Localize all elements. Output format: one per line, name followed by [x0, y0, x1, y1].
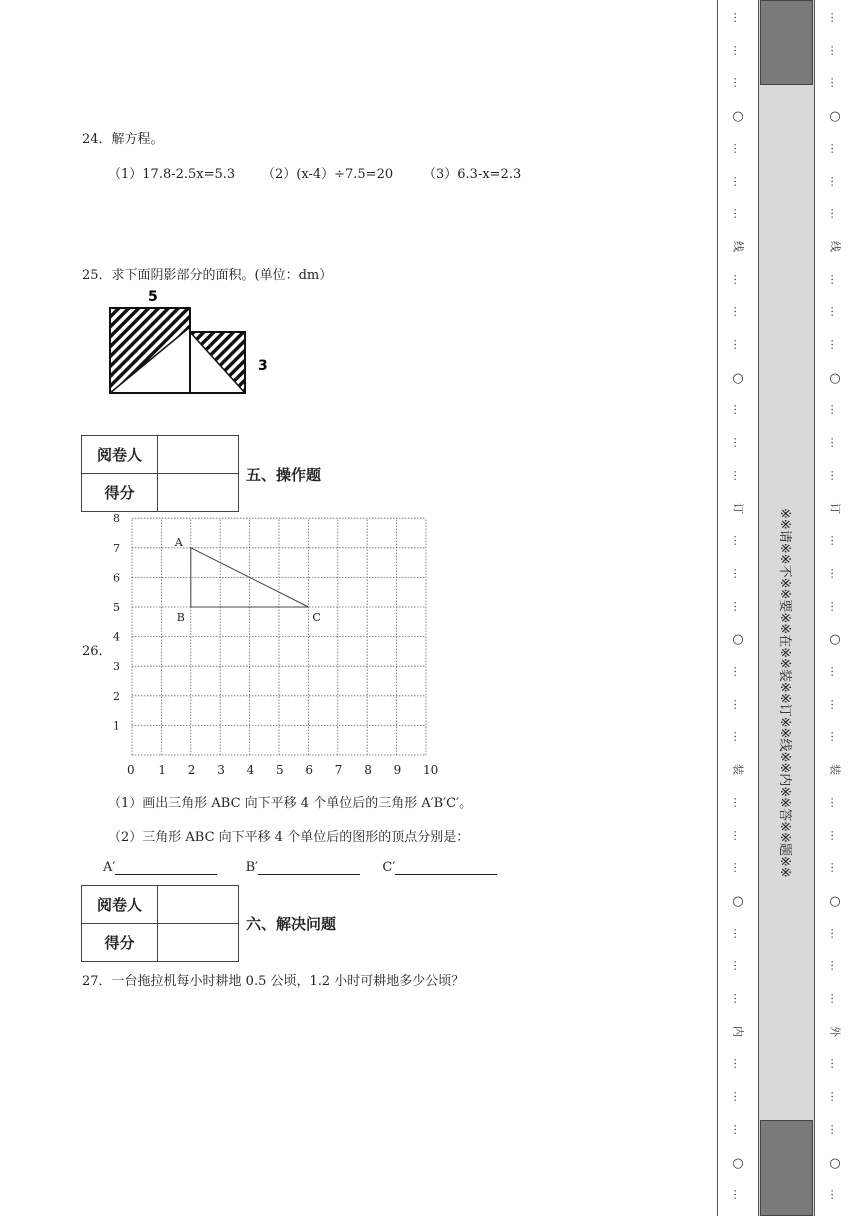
binding-hole-circle: ○ [829, 893, 841, 909]
binding-char: 订 [828, 502, 842, 514]
section-6-title: 六、解决问题 [246, 915, 337, 933]
dotted-cut-line: … [731, 1091, 745, 1103]
dotted-cut-line: … [828, 175, 842, 187]
dotted-cut-line: … [731, 306, 745, 318]
dotted-cut-line: … [731, 175, 745, 187]
dotted-cut-line: … [828, 796, 842, 808]
binding-char: 外 [828, 1025, 842, 1037]
x-tick-label: 2 [187, 763, 196, 777]
dotted-cut-line: … [731, 600, 745, 612]
vertex-answer-line [103, 860, 497, 875]
binding-hole-circle: ○ [732, 893, 744, 909]
warning-text: ※※请※※不※※要※※在※※装※※订※※线※※内※※答※※题※※ [777, 508, 792, 878]
x-tick-label: 3 [217, 763, 225, 777]
binding-hole-circle: ○ [732, 109, 744, 125]
dotted-cut-line: … [828, 1091, 842, 1103]
binding-char: 线 [731, 240, 745, 252]
binding-hole-circle: ○ [829, 1155, 841, 1171]
y-tick-label: 6 [113, 571, 120, 585]
dotted-cut-line: … [731, 960, 745, 972]
b-prime-label: B′ [245, 860, 259, 875]
dotted-cut-line: … [731, 666, 745, 677]
q24-title: 24．解方程。 [82, 132, 164, 147]
section-5-title: 五、操作题 [246, 466, 322, 484]
shaded-area-figure [100, 285, 280, 400]
dotted-cut-line: … [828, 404, 842, 416]
dotted-cut-line: … [828, 567, 842, 579]
dotted-cut-line: … [828, 1189, 842, 1201]
y-tick-label: 5 [113, 601, 120, 614]
dark-block-bottom [760, 1120, 813, 1216]
dark-block-top [760, 0, 813, 85]
dotted-cut-line: … [828, 142, 842, 154]
score-table-6 [81, 885, 239, 962]
x-tick-label: 4 [246, 763, 255, 777]
a-prime-blank[interactable] [115, 860, 217, 875]
dotted-cut-line: … [828, 1123, 842, 1135]
band-border-left [758, 0, 759, 1216]
score-label: 得分 [82, 924, 158, 962]
vertex-label-a: A [174, 535, 183, 549]
vertex-label-b: B [176, 611, 185, 624]
reviewer-cell[interactable] [158, 886, 239, 924]
binding-hole-circle: ○ [829, 370, 841, 386]
dotted-cut-line: … [828, 12, 842, 23]
reviewer-cell[interactable] [158, 436, 239, 474]
score-table-5 [81, 435, 239, 512]
dotted-cut-line: … [731, 339, 745, 350]
label-5: 5 [148, 289, 158, 305]
dotted-cut-line: … [731, 535, 745, 547]
x-tick-label: 1 [158, 763, 167, 777]
outer-binding-strip [815, 0, 855, 1216]
dotted-cut-line: … [828, 437, 842, 449]
inner-binding-strip [718, 0, 758, 1216]
dotted-cut-line: … [731, 731, 745, 743]
q24-equation-3: （3）6.3-x=2.3 [423, 167, 522, 182]
dotted-cut-line: … [731, 796, 745, 808]
dotted-cut-line: … [731, 469, 745, 481]
binding-hole-circle: ○ [732, 632, 744, 648]
dotted-cut-line: … [828, 993, 842, 1004]
reviewer-label: 阅卷人 [82, 886, 158, 924]
dotted-cut-line: … [731, 927, 745, 939]
a-prime-label: A′ [103, 860, 116, 875]
y-tick-label: 7 [113, 541, 120, 555]
binding-hole-circle: ○ [829, 632, 841, 648]
dotted-cut-line: … [828, 339, 842, 350]
dotted-cut-line: … [828, 600, 842, 612]
coordinate-grid [105, 505, 445, 780]
x-tick-label: 0 [127, 763, 135, 777]
b-prime-blank[interactable] [258, 860, 360, 875]
y-tick-label: 8 [113, 512, 120, 526]
label-3: 3 [258, 358, 268, 374]
y-tick-label: 1 [113, 719, 120, 733]
dotted-cut-line: … [828, 469, 842, 481]
binding-char: 订 [731, 502, 745, 514]
x-tick-label: 8 [364, 763, 372, 777]
dotted-cut-line: … [828, 306, 842, 318]
dotted-cut-line: … [731, 993, 745, 1004]
dotted-cut-line: … [731, 273, 745, 285]
q24-equation-1: （1）17.8-2.5x=5.3 [108, 167, 236, 182]
vertex-label-c: C [312, 611, 321, 624]
q24-equation-2: （2）(x-4）÷7.5=20 [262, 167, 394, 182]
dotted-cut-line: … [731, 44, 745, 56]
x-tick-label: 5 [276, 763, 284, 777]
dotted-cut-line: … [828, 666, 842, 677]
dotted-cut-line: … [828, 208, 842, 220]
x-tick-label: 7 [334, 763, 343, 777]
dotted-cut-line: … [731, 1189, 745, 1201]
dotted-cut-line: … [828, 960, 842, 972]
dotted-cut-line: … [731, 829, 745, 841]
dotted-cut-line: … [828, 535, 842, 547]
dotted-cut-line: … [731, 77, 745, 89]
score-label: 得分 [82, 474, 158, 512]
y-tick-label: 4 [113, 630, 120, 644]
c-prime-blank[interactable] [395, 860, 497, 875]
binding-char: 装 [731, 764, 745, 776]
dotted-cut-line: … [731, 142, 745, 154]
q25-title: 25．求下面阴影部分的面积。(单位：dm） [82, 268, 333, 283]
dotted-cut-line: … [731, 1058, 745, 1070]
dotted-cut-line: … [731, 208, 745, 220]
dotted-cut-line: … [828, 698, 842, 710]
y-tick-label: 3 [113, 660, 120, 674]
q27-title: 27．一台拖拉机每小时耕地 0.5 公顷，1.2 小时可耕地多少公顷？ [82, 974, 465, 989]
dotted-cut-line: … [828, 829, 842, 841]
x-tick-label: 9 [393, 763, 402, 777]
score-cell[interactable] [158, 924, 239, 962]
binding-hole-circle: ○ [829, 109, 841, 125]
dotted-cut-line: … [828, 1058, 842, 1070]
y-tick-label: 2 [113, 689, 120, 703]
q26-number: 26． [82, 644, 112, 659]
dotted-cut-line: … [731, 437, 745, 449]
dotted-cut-line: … [731, 698, 745, 710]
large-square-shaded-region [110, 308, 190, 393]
dotted-cut-line: … [828, 273, 842, 285]
dotted-cut-line: … [828, 862, 842, 874]
binding-char: 装 [828, 764, 842, 776]
dotted-cut-line: … [828, 731, 842, 743]
binding-char: 线 [828, 240, 842, 252]
dotted-cut-line: … [731, 12, 745, 23]
dotted-cut-line: … [828, 77, 842, 89]
dotted-cut-line: … [731, 567, 745, 579]
dotted-cut-line: … [731, 404, 745, 416]
dotted-cut-line: … [828, 44, 842, 56]
q26-sub2: （2）三角形 ABC 向下平移 4 个单位后的图形的顶点分别是： [108, 830, 470, 845]
q26-sub1: （1）画出三角形 ABC 向下平移 4 个单位后的三角形 A′B′C′。 [108, 796, 473, 811]
binding-hole-circle: ○ [732, 1155, 744, 1171]
binding-hole-circle: ○ [732, 370, 744, 386]
x-tick-label: 10 [423, 763, 439, 777]
dotted-cut-line: … [828, 927, 842, 939]
x-tick-label: 6 [305, 763, 314, 777]
reviewer-label: 阅卷人 [82, 436, 158, 474]
dotted-cut-line: … [731, 1123, 745, 1135]
binding-char: 内 [731, 1025, 745, 1037]
dotted-cut-line: … [731, 862, 745, 874]
c-prime-label: C′ [382, 860, 396, 875]
